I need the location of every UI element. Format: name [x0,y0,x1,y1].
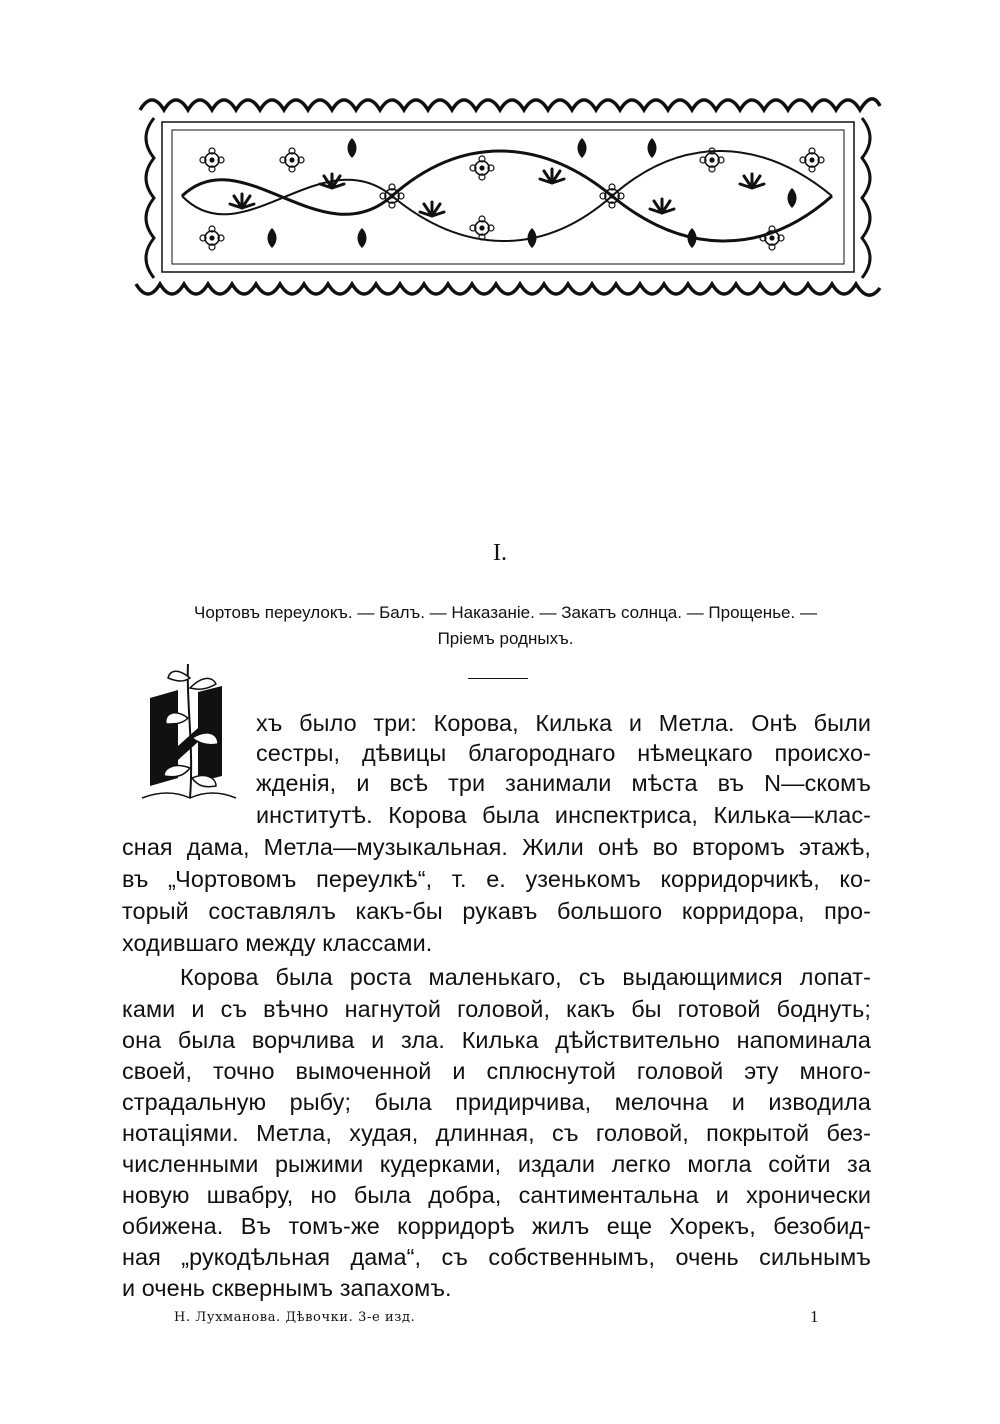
text-line: обижена. Въ томъ-же корридорѣ жилъ еще Хорекъ, безобид- [122,1213,871,1239]
text-line: хъ было три: Корова, Килька и Метла. Онѣ были [256,710,871,736]
text-line: институтѣ. Корова была инспектриса, Килька—клас- [256,802,871,828]
dropcap-letter: И [188,804,190,805]
chapter-subtitle-line-1: Чортовъ переулокъ. — Балъ. — Наказаніе. — Закатъ солнца. — Прощенье. — [194,603,817,622]
text-line: сная дама, Метла—музыкальная. Жили онѣ во второмъ этажѣ, [122,834,871,860]
running-footer: Н. Лухманова. Дѣвочки. 3-е изд. [174,1310,416,1325]
text-line: численными рыжими кудерками, издали легко могла сойти за [122,1151,871,1177]
chapter-number: I. [493,540,507,566]
text-line: нотаціями. Метла, худая, длинная, съ головой, покрытой без- [122,1120,871,1146]
text-line: сестры, дѣвицы благороднаго нѣмецкаго происхо- [256,740,871,766]
text-line: ками и съ вѣчно нагнутой головой, какъ бы готовой боднуть; [122,996,871,1022]
text-line: въ „Чортовомъ переулкѣ“, т. е. узенькомъ корридорчикѣ, ко- [122,866,871,892]
page-number: 1 [810,1307,819,1326]
chapter-subtitle [118,600,893,652]
text-line: страдальную рыбу; была придирчива, мелочна и изводила [122,1089,871,1115]
text-line: и очень сквернымъ запахомъ. [122,1275,452,1301]
text-line: своей, точно вымоченной и сплюснутой головой эту много- [122,1058,871,1084]
chapter-subtitle-line-2: Пріемъ родныхъ. [437,629,574,648]
text-line: торый составлялъ какъ-бы рукавъ большого корридора, про- [122,898,871,924]
text-line: ходившаго между классами. [122,930,433,956]
text-line: новую швабру, но была добра, сантиментальна и хронически [122,1182,871,1208]
text-line: она была ворчлива и зла. Килька дѣйствительно напоминала [122,1027,871,1053]
ornamental-header-border [132,88,884,306]
text-line: жденія, и всѣ три занимали мѣста въ N—скомъ [256,770,871,796]
text-line: ная „рукодѣльная дама“, съ собственнымъ, очень сильнымъ [122,1244,871,1270]
section-divider [468,678,528,679]
illustrated-dropcap [138,658,240,804]
text-line: Корова была роста маленькаго, съ выдающимися лопат- [180,964,871,990]
